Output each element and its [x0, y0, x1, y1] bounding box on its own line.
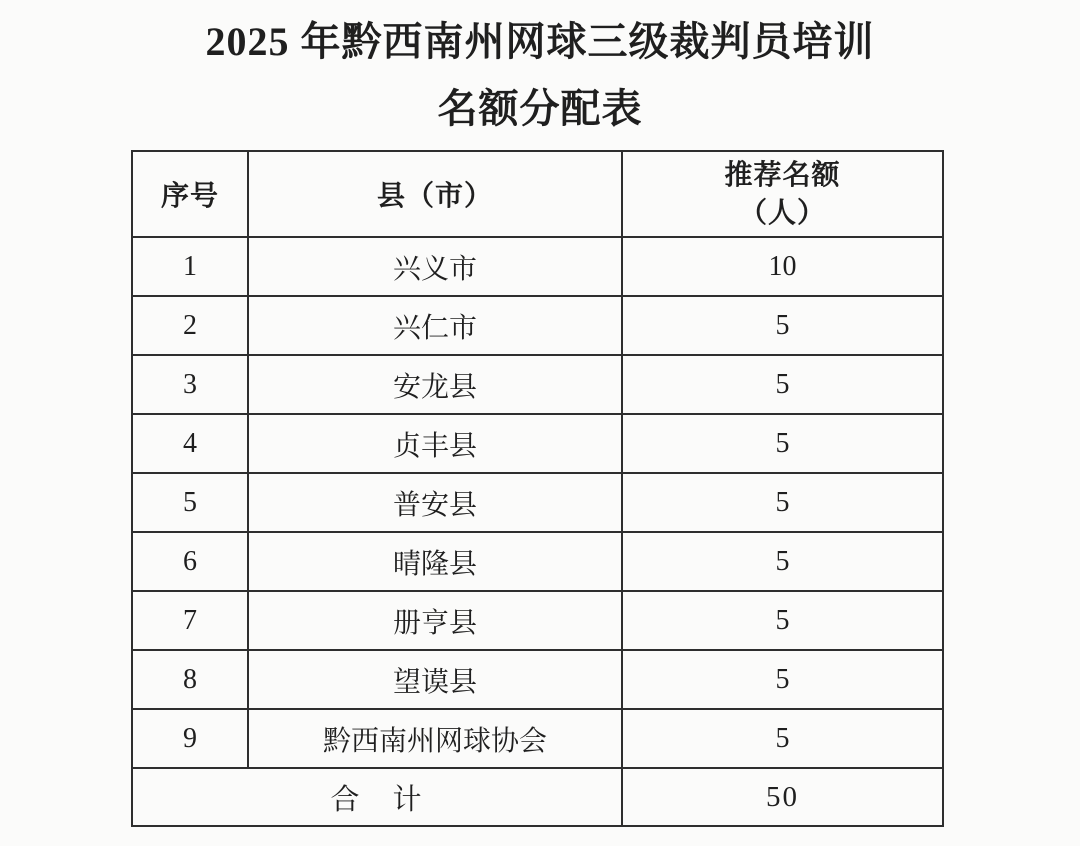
row-quota: 10	[622, 237, 943, 296]
table-total-row	[132, 768, 943, 826]
page-title-line-2: 名额分配表	[437, 86, 643, 131]
row-index: 7	[132, 591, 248, 650]
total-label: 合 计	[132, 768, 622, 826]
header-quota-line-2: （人）	[738, 197, 826, 228]
table-row	[132, 591, 943, 650]
table-row	[132, 709, 943, 768]
quota-allocation-table	[131, 150, 944, 827]
row-index: 4	[132, 414, 248, 473]
row-quota: 5	[622, 296, 943, 355]
row-county: 普安县	[248, 473, 622, 532]
row-quota: 5	[622, 709, 943, 768]
page-title	[0, 0, 1080, 142]
row-index: 6	[132, 532, 248, 591]
row-index: 9	[132, 709, 248, 768]
row-county: 望谟县	[248, 650, 622, 709]
row-index: 3	[132, 355, 248, 414]
table-header-row	[132, 151, 943, 237]
table-row	[132, 414, 943, 473]
table-row	[132, 650, 943, 709]
table-row	[132, 237, 943, 296]
row-quota: 5	[622, 355, 943, 414]
row-quota: 5	[622, 532, 943, 591]
table-row	[132, 473, 943, 532]
row-quota: 5	[622, 591, 943, 650]
header-quota-line-1: 推荐名额	[724, 159, 841, 190]
row-county: 黔西南州网球协会	[248, 709, 622, 768]
row-county: 安龙县	[248, 355, 622, 414]
page-title-line-1: 2025 年黔西南州网球三级裁判员培训	[205, 19, 875, 64]
row-index: 1	[132, 237, 248, 296]
row-quota: 5	[622, 650, 943, 709]
row-county: 册亨县	[248, 591, 622, 650]
table-row	[132, 296, 943, 355]
row-quota: 5	[622, 473, 943, 532]
header-quota	[622, 151, 943, 237]
row-index: 8	[132, 650, 248, 709]
row-county: 贞丰县	[248, 414, 622, 473]
header-county: 县（市）	[248, 151, 622, 237]
row-county: 兴仁市	[248, 296, 622, 355]
table-row	[132, 355, 943, 414]
row-index: 5	[132, 473, 248, 532]
row-county: 兴义市	[248, 237, 622, 296]
row-quota: 5	[622, 414, 943, 473]
row-county: 晴隆县	[248, 532, 622, 591]
header-index: 序号	[132, 151, 248, 237]
row-index: 2	[132, 296, 248, 355]
total-value: 50	[622, 768, 943, 826]
table-row	[132, 532, 943, 591]
